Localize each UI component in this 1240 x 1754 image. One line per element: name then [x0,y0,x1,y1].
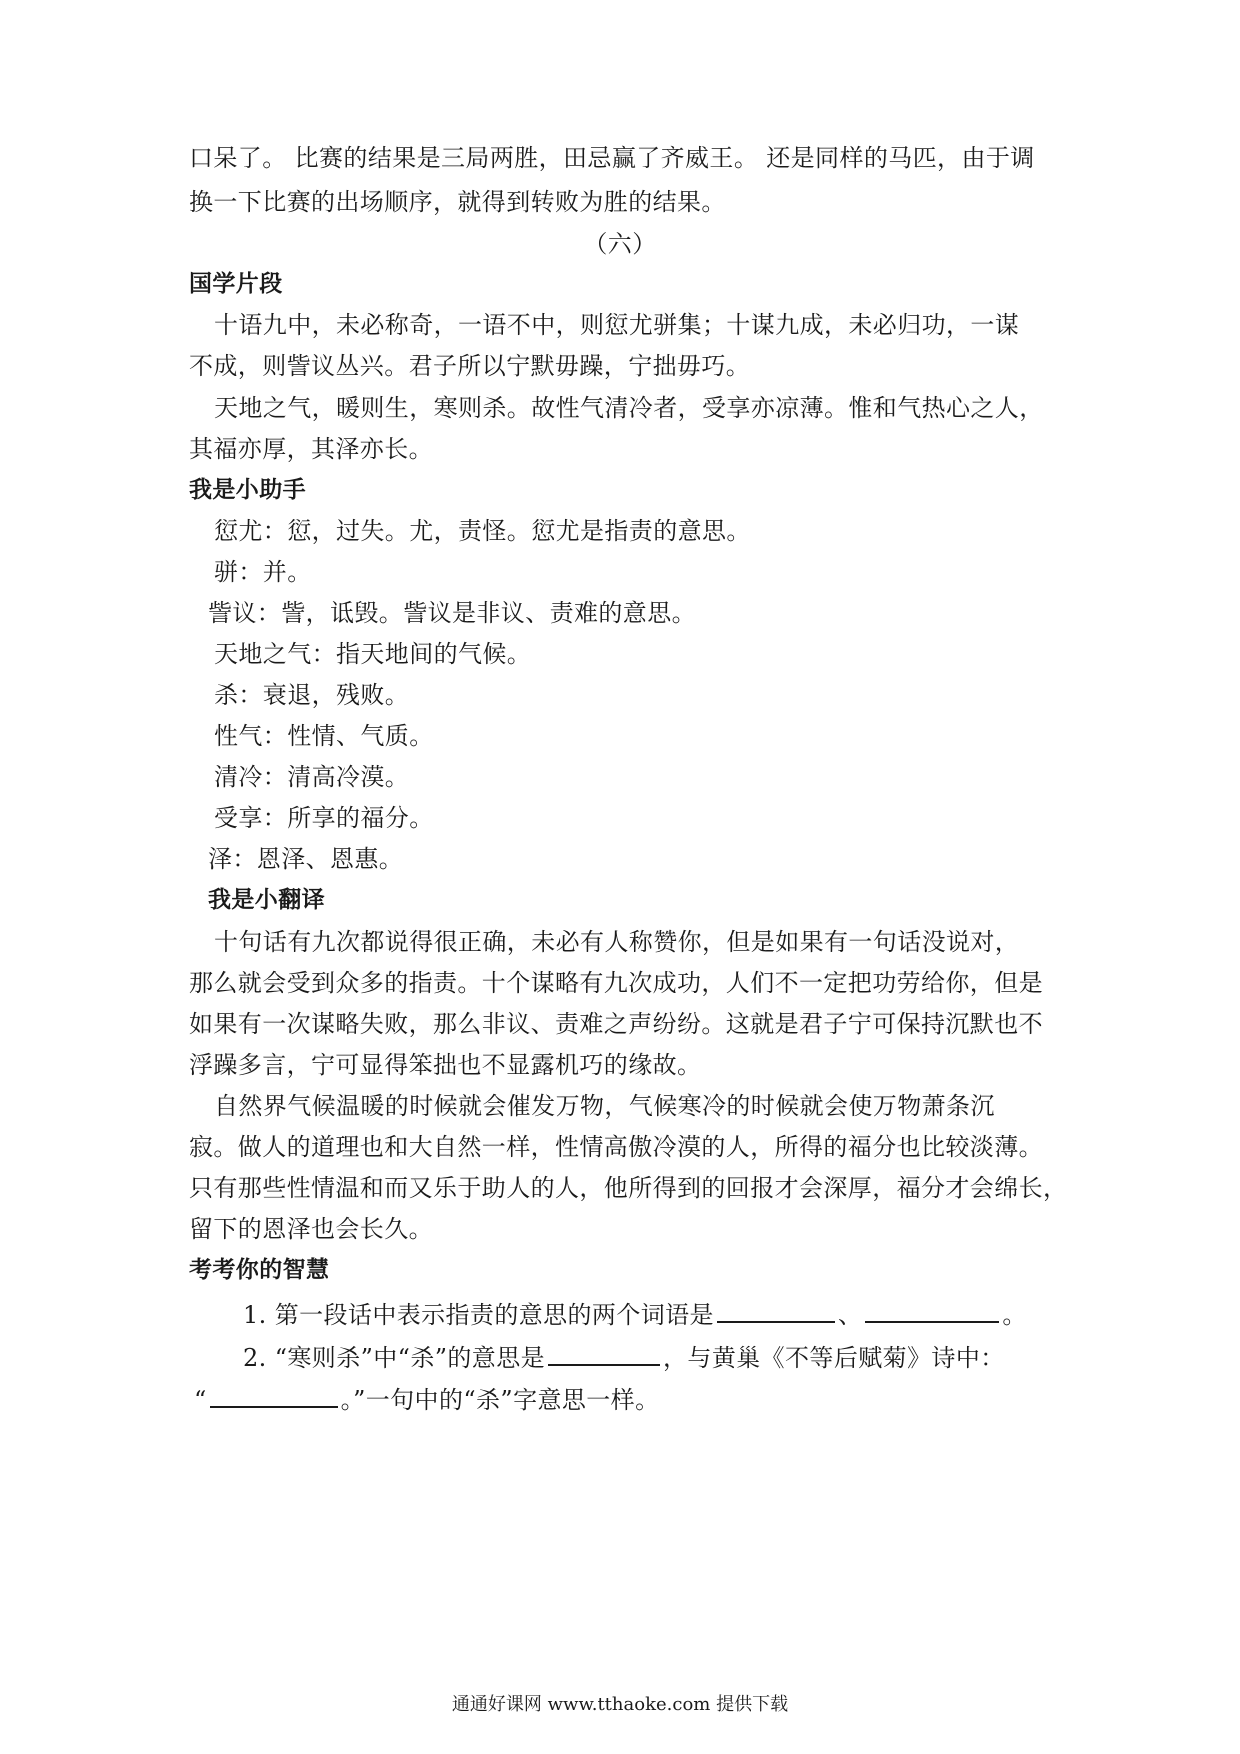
paragraph-line: 天地之气，暖则生，寒则杀。故性气清冷者，受享亦凉薄。惟和气热心之人， [214,394,1044,422]
paragraph-line: 浮躁多言，宁可显得笨拙也不显露机巧的缘故。 [189,1051,702,1079]
gloss-item: 愆尤：愆，过失。尤，责怪。愆尤是指责的意思。 [214,517,751,545]
paragraph-line: 如果有一次谋略失败，那么非议、责难之声纷纷。这就是君子宁可保持沉默也不 [189,1010,1043,1038]
gloss-item: 骈：并。 [214,558,312,586]
question-1-separator: 、 [837,1301,863,1329]
gloss-item: 訾议：訾，诋毁。訾议是非议、责难的意思。 [208,599,696,627]
paragraph-line: 自然界气候温暖的时候就会催发万物，气候寒冷的时候就会使万物萧条沉 [214,1092,995,1120]
question-2-close: 。”一句中的“杀”字意思一样。 [340,1386,660,1414]
heading-guoxue: 国学片段 [189,271,283,297]
paragraph-line: 只有那些性情温和而又乐于助人的人，他所得到的回报才会深厚，福分才会绵长， [189,1174,1068,1202]
gloss-item: 受享：所享的福分。 [214,804,434,832]
question-1-text: 1. 第一段话中表示指责的意思的两个词语是 [243,1301,714,1329]
paragraph-line: 那么就会受到众多的指责。十个谋略有九次成功，人们不一定把功劳给你，但是 [189,969,1043,997]
gloss-item: 性气：性情、气质。 [214,722,434,750]
paragraph-line: 不成，则訾议丛兴。君子所以宁默毋躁，宁拙毋巧。 [189,352,751,380]
paragraph-line: 其福亦厚，其泽亦长。 [189,435,433,463]
paragraph-line: 寂。做人的道理也和大自然一样，性情高傲冷漠的人，所得的福分也比较淡薄。 [189,1133,1043,1161]
heading-helper: 我是小助手 [189,477,306,503]
paragraph-line: 十语九中，未必称奇，一语不中，则愆尤骈集；十谋九成，未必归功，一谋 [214,311,1020,339]
answer-blank[interactable] [865,1295,999,1323]
gloss-item: 杀：衰退，残败。 [214,681,410,709]
paragraph-line: 口呆了。 比赛的结果是三局两胜，田忌赢了齐威王。 还是同样的马匹，由于调 [189,144,1035,172]
question-2-continued [194,1380,659,1416]
answer-blank[interactable] [548,1338,660,1366]
gloss-item: 天地之气：指天地间的气候。 [214,640,532,668]
question-2 [243,1338,1005,1374]
heading-translate: 我是小翻译 [208,887,325,913]
gloss-item: 清冷：清高冷漠。 [214,763,410,791]
question-2-open-quote: “ [194,1386,207,1414]
paragraph-line: 留下的恩泽也会长久。 [189,1215,433,1243]
question-1 [243,1295,1027,1331]
question-1-end: 。 [1002,1301,1027,1329]
page-footer: 通通好课网 www.tthaoke.com 提供下载 [451,1694,789,1715]
question-2-text: 2. “寒则杀”中“杀”的意思是 [243,1344,546,1372]
answer-blank[interactable] [210,1380,338,1408]
section-title: （六） [583,230,657,258]
heading-quiz: 考考你的智慧 [189,1257,330,1283]
paragraph-line: 十句话有九次都说得很正确，未必有人称赞你，但是如果有一句话没说对， [214,928,1020,956]
question-2-mid: ，与黄巢《不等后赋菊》诗中： [663,1344,1005,1372]
paragraph-line: 换一下比赛的出场顺序，就得到转败为胜的结果。 [189,188,726,216]
gloss-item: 泽：恩泽、恩惠。 [208,845,404,873]
answer-blank[interactable] [717,1295,835,1323]
